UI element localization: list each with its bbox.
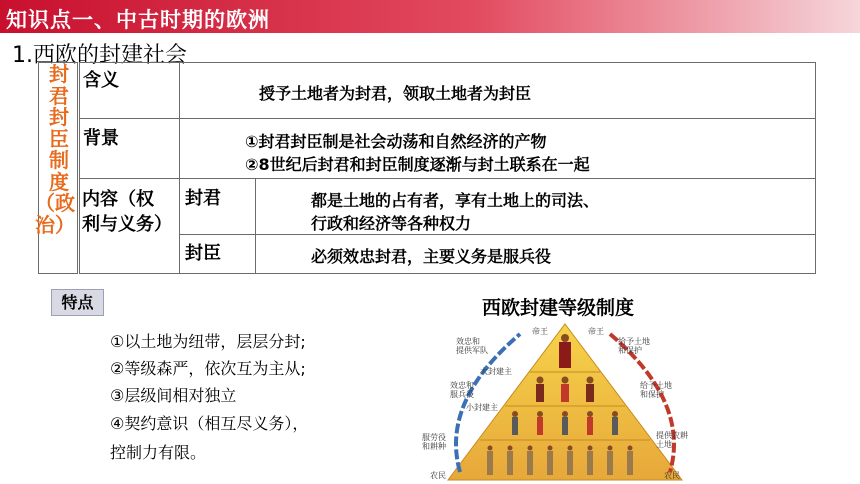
pyramid-label-right2-b: 和保护 [640, 390, 664, 399]
pyramid-label-left2-b: 服兵役 [450, 390, 474, 399]
vassal-text: 必须效忠封君，主要义务是服兵役 [311, 247, 552, 266]
feature-point-3: ③层级间相对独立 [110, 386, 237, 405]
pyramid-label-right3-b: 土地 [656, 440, 672, 449]
vertical-char: 制 [49, 148, 69, 172]
pyramid-label-right1-b: 和保护 [618, 346, 642, 355]
vertical-char: （政 [35, 191, 75, 215]
background-line-2: ②8世纪后封君和封臣制度逐渐与封土联系在一起 [245, 155, 590, 174]
features-tag: 特点 [51, 289, 104, 316]
pyramid-label-left2-a: 效忠和 [450, 381, 474, 390]
pyramid-label-right3-a: 提供农耕 [656, 431, 688, 440]
pyramid-label-peasant: 农民 [430, 471, 446, 480]
pyramid-label-big-lord: 大封建主 [480, 367, 512, 376]
feature-point-1: ①以土地为纽带，层层分封; [110, 332, 306, 351]
feature-point-5: 控制力有限。 [110, 443, 207, 462]
title-banner [0, 0, 860, 33]
pyramid-label-small-lord: 小封建主 [466, 403, 498, 412]
content-label-line-1: 内容（权 [82, 189, 154, 210]
feature-point-2: ②等级森严，依次互为主从; [110, 359, 306, 378]
pyramid-label-left1-a: 效忠和 [456, 337, 480, 346]
lord-text-line-1: 都是土地的占有者，享有土地上的司法、 [311, 191, 600, 210]
feature-point-4: ④契约意识（相互尽义务）， [110, 414, 309, 433]
vertical-char: 君 [49, 83, 69, 108]
pyramid-title: 西欧封建等级制度 [482, 297, 635, 319]
meaning-label: 含义 [83, 70, 119, 91]
pyramid-label-left3-a: 服劳役 [422, 433, 446, 442]
vertical-label-box [35, 62, 78, 274]
vertical-char: 度 [49, 169, 69, 194]
lord-label: 封君 [185, 188, 221, 209]
banner-title: 知识点一、中古时期的欧洲 [6, 8, 270, 32]
section-title: 1.西欧的封建社会 [12, 43, 187, 68]
content-label-line-2: 利与义务） [82, 214, 172, 235]
pyramid-label-right1-a: 给予土地 [618, 337, 650, 346]
lord-text-line-2: 行政和经济等各种权力 [311, 214, 472, 233]
background-label: 背景 [83, 128, 119, 149]
meaning-text: 授予土地者为封君，领取土地者为封臣 [259, 84, 532, 103]
feudal-table [79, 62, 816, 274]
vertical-label [35, 62, 79, 237]
vertical-char: 臣 [49, 126, 69, 151]
pyramid-label-king: 帝王 [532, 327, 548, 336]
pyramid-label-left1-b: 提供军队 [456, 346, 488, 355]
pyramid-label-peasant-right: 农民 [664, 471, 680, 480]
vassal-label: 封臣 [185, 243, 221, 264]
background-line-1: ①封君封臣制是社会动荡和自然经济的产物 [245, 132, 547, 151]
vertical-char: 封 [49, 105, 69, 129]
feudal-pyramid-illustration [420, 322, 710, 482]
pyramid-label-king-right: 帝王 [588, 327, 604, 336]
pyramid-label-right2-a: 给予土地 [640, 381, 672, 390]
vertical-char: 封 [49, 62, 69, 86]
pyramid-label-left3-b: 和耕种 [422, 442, 446, 451]
vertical-char: 治） [35, 212, 75, 237]
